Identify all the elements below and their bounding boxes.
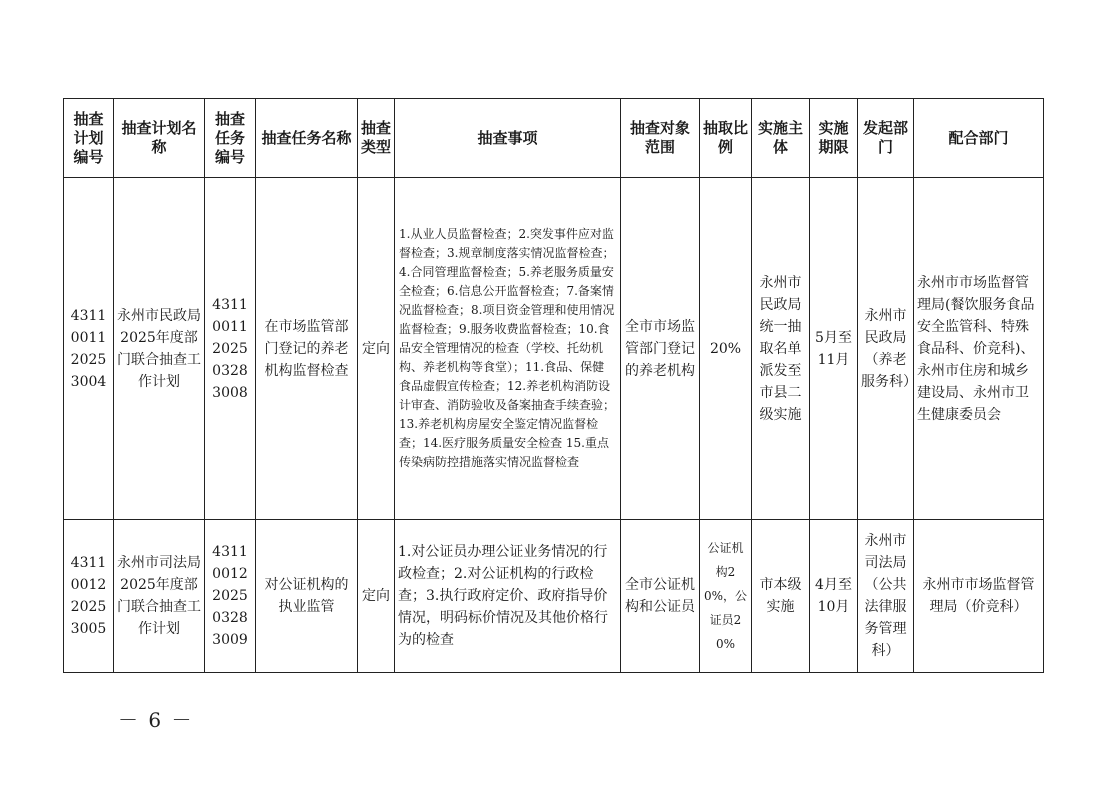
header-type: 抽查类型	[358, 99, 395, 178]
cell-plan-no: 4311001120253004	[64, 178, 114, 520]
cell-implementer: 永州市民政局统一抽取名单派发至市县二级实施	[752, 178, 810, 520]
cell-type: 定向	[358, 178, 395, 520]
cell-scope: 全市公证机构和公证员	[621, 520, 700, 673]
cell-partners: 永州市市场监督管理局（价竞科）	[914, 520, 1044, 673]
cell-period: 5月至11月	[810, 178, 858, 520]
cell-plan-name: 永州市司法局2025年度部门联合抽查工作计划	[114, 520, 205, 673]
header-task-no: 抽查任务编号	[205, 99, 256, 178]
cell-ratio: 20%	[700, 178, 752, 520]
cell-ratio: 公证机构20%，公证员20%	[700, 520, 752, 673]
header-implementer: 实施主体	[752, 99, 810, 178]
cell-items: 1.从业人员监督检查；2.突发事件应对监督检查；3.规章制度落实情况监督检查；4.合同管理监督检查；5.养老服务质量安全检查；6.信息公开监督检查；7.备案情况监督检查；8.项目资金管理和使用情况监督检查；9.服务收费监督检查；10.食品安全管理情况的检查（学校、托幼机构、养老机构等食堂）；11.食品、保健食品虚假宣传检查；12.养老机构消防设计审查、消防验收及备案抽查手续查验；13.养老机构房屋安全鉴定情况监督检查；14.医疗服务质量安全检查 15.重点传染病防控措施落实情况监督检查	[395, 178, 621, 520]
cell-type: 定向	[358, 520, 395, 673]
page-number: － 6 －	[118, 708, 194, 732]
cell-implementer: 市本级实施	[752, 520, 810, 673]
cell-initiator: 永州市司法局（公共法律服务管理科）	[858, 520, 914, 673]
header-scope: 抽查对象范围	[621, 99, 700, 178]
header-plan-name: 抽查计划名称	[114, 99, 205, 178]
cell-plan-name: 永州市民政局2025年度部门联合抽查工作计划	[114, 178, 205, 520]
inspection-plan-table	[63, 98, 1044, 673]
header-period: 实施期限	[810, 99, 858, 178]
header-ratio: 抽取比例	[700, 99, 752, 178]
cell-task-name: 对公证机构的执业监管	[256, 520, 358, 673]
header-initiator: 发起部门	[858, 99, 914, 178]
cell-task-name: 在市场监管部门登记的养老机构监督检查	[256, 178, 358, 520]
header-plan-no: 抽查计划编号	[64, 99, 114, 178]
cell-initiator: 永州市民政局（养老服务科）	[858, 178, 914, 520]
cell-plan-no: 4311001220253005	[64, 520, 114, 673]
table-row	[64, 178, 1044, 520]
table-header-row	[64, 99, 1044, 178]
header-items: 抽查事项	[395, 99, 621, 178]
cell-items: 1.对公证员办理公证业务情况的行政检查；2.对公证机构的行政检查；3.执行政府定价、政府指导价情况，明码标价情况及其他价格行为的检查	[395, 520, 621, 673]
header-partners: 配合部门	[914, 99, 1044, 178]
table-row	[64, 520, 1044, 673]
cell-task-no: 4311001120250328300​8	[205, 178, 256, 520]
header-task-name: 抽查任务名称	[256, 99, 358, 178]
cell-scope: 全市市场监管部门登记的养老机构	[621, 178, 700, 520]
cell-period: 4月至10月	[810, 520, 858, 673]
cell-partners: 永州市市场监督管理局(餐饮服务食品安全监管科、特殊食品科、价竞科)、永州市住房和城乡建设局、永州市卫生健康委员会	[914, 178, 1044, 520]
cell-task-no: 4311001220250328300​9	[205, 520, 256, 673]
